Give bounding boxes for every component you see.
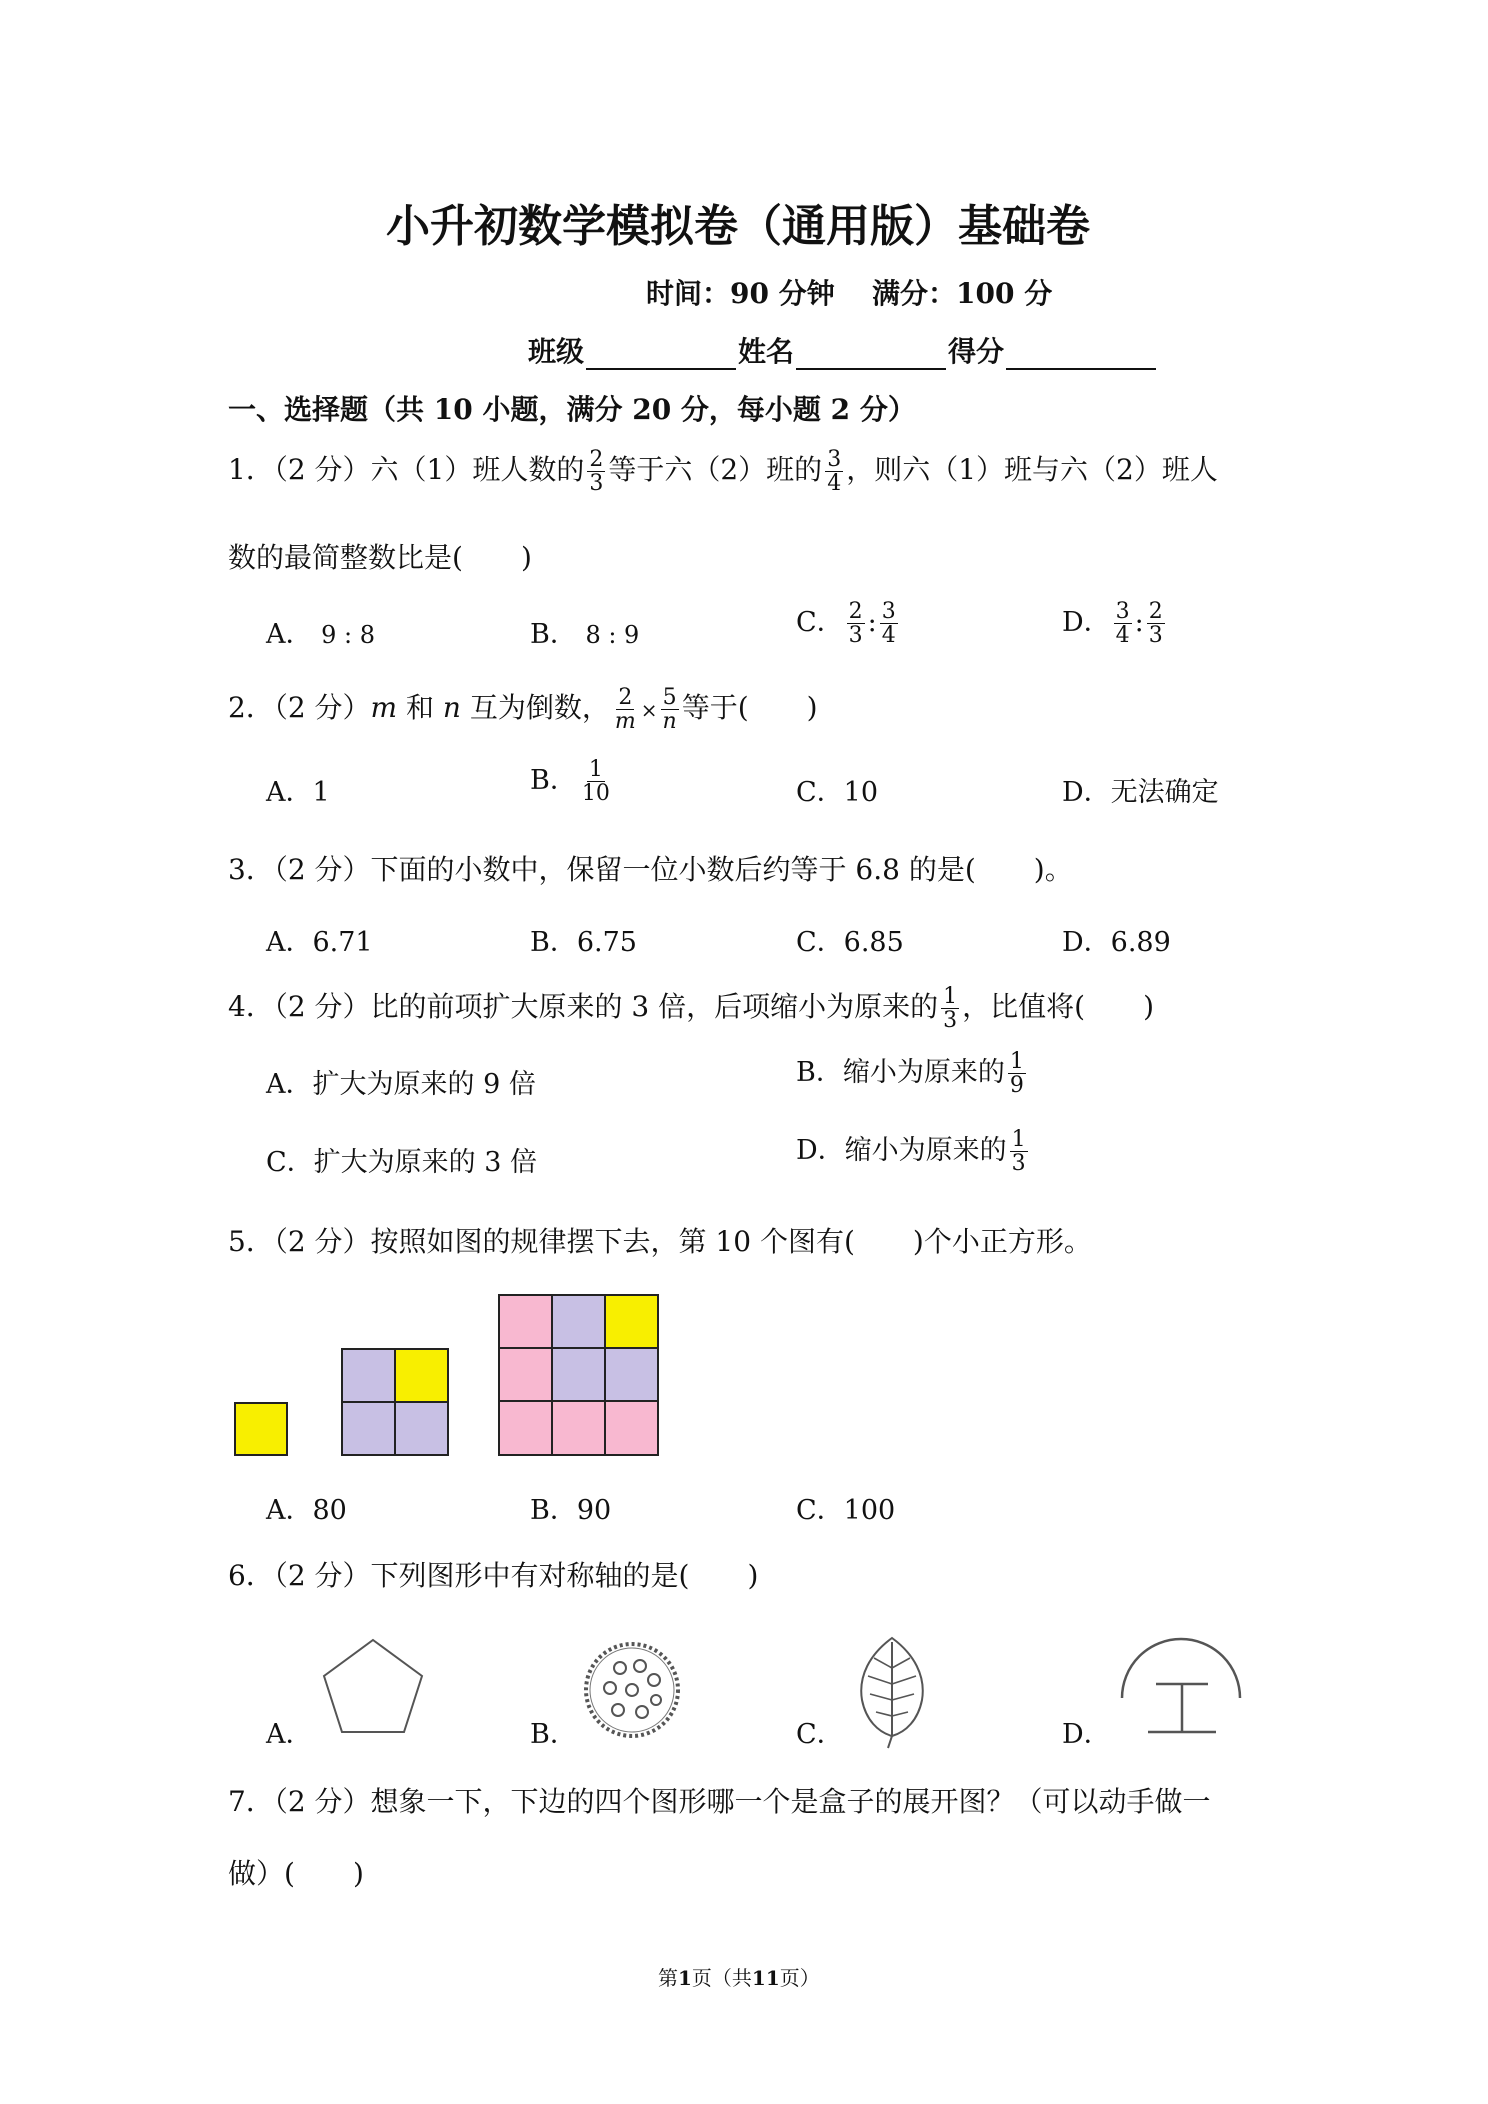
q2-option-b[interactable]: B． $\frac{1}{10}$ (530, 757, 610, 807)
q6-option-d[interactable]: D． (1062, 1719, 1111, 1750)
pattern-square-yellow (234, 1402, 288, 1456)
question-1: 1．（2 分）六（1）班人数的 $\frac{2}{3}$ 等于六（2）班的 $\frac{3}{4}$ ，则六（1）班与六（2）班人 (228, 447, 1218, 497)
pattern-square-pink (604, 1400, 659, 1456)
q2-option-a[interactable]: A．1 (266, 777, 330, 808)
q3-option-d[interactable]: D．6.89 (1062, 927, 1171, 958)
question-7-line2: 做）( ) (228, 1857, 364, 1890)
pattern-square-purple (551, 1347, 606, 1402)
pattern-square-pink (551, 1400, 606, 1456)
dotted-circle-figure (580, 1638, 684, 1742)
q5-option-c[interactable]: C．100 (796, 1495, 896, 1526)
pattern-square-yellow (604, 1294, 659, 1349)
q6-option-c[interactable]: C． (796, 1719, 844, 1750)
name-blank[interactable] (796, 340, 946, 370)
pattern-square-purple (604, 1347, 659, 1402)
q1-option-b[interactable]: B． 8 : 9 (530, 619, 640, 650)
q4-option-b[interactable]: B．缩小为原来的 $\frac{1}{9}$ (796, 1049, 1024, 1099)
q3-option-b[interactable]: B．6.75 (530, 927, 637, 958)
pentagon-figure (318, 1636, 428, 1736)
pattern-square-purple (394, 1401, 449, 1456)
q4-option-c[interactable]: C．扩大为原来的 3 倍 (266, 1147, 538, 1178)
q2-option-c[interactable]: C．10 (796, 777, 879, 808)
pattern-square-pink (498, 1294, 553, 1349)
fraction: $\frac{3}{4}$ (827, 447, 842, 497)
q1-option-d[interactable]: D． $\frac{3}{4}$ : $\frac{2}{3}$ (1062, 599, 1163, 649)
pattern-square-yellow (394, 1348, 449, 1403)
name-label: 姓名 (738, 335, 795, 368)
q6-option-b[interactable]: B． (530, 1719, 577, 1750)
pattern-square-purple (551, 1294, 606, 1349)
question-2: 2．（2 分）m 和 n 互为倒数， $\frac{2}{m}$ × $\frac{5}{n}$ 等于( ) (228, 685, 818, 735)
question-7: 7．（2 分）想象一下，下边的四个图形哪一个是盒子的展开图？（可以动手做一 (228, 1785, 1211, 1818)
class-blank[interactable] (586, 340, 736, 370)
question-1-line2: 数的最简整数比是( ) (228, 541, 532, 574)
student-fields (528, 330, 1158, 370)
pattern-square-purple (341, 1348, 396, 1403)
score-label: 得分 (948, 335, 1005, 368)
q3-option-a[interactable]: A．6.71 (266, 927, 373, 958)
question-3: 3．（2 分）下面的小数中，保留一位小数后约等于 6.8 的是( )。 (228, 853, 1073, 886)
exam-full-score: 满分：100 分 (872, 277, 1053, 310)
exam-time: 时间：90 分钟 (646, 277, 835, 310)
page-number: 1 (678, 1966, 692, 1990)
q6-option-a[interactable]: A． (266, 1719, 313, 1750)
page-title: 小升初数学模拟卷（通用版）基础卷 (386, 201, 1090, 252)
q3-option-c[interactable]: C．6.85 (796, 927, 904, 958)
question-4: 4．（2 分）比的前项扩大原来的 3 倍，后项缩小为原来的 $\frac{1}{3}$ ，比值将( ) (228, 984, 1155, 1034)
leaf-figure (852, 1632, 932, 1750)
page-footer: 第1页（共11页） (658, 1966, 820, 1990)
pattern-square-pink (498, 1400, 553, 1456)
q5-option-a[interactable]: A．80 (266, 1495, 347, 1526)
q4-option-a[interactable]: A．扩大为原来的 9 倍 (266, 1069, 536, 1100)
question-5: 5．（2 分）按照如图的规律摆下去，第 10 个图有( )个小正方形。 (228, 1225, 1092, 1258)
page-total: 11 (751, 1966, 780, 1990)
class-label: 班级 (528, 335, 585, 368)
q4-option-d[interactable]: D．缩小为原来的 $\frac{1}{3}$ (796, 1127, 1026, 1177)
section-heading: 一、选择题（共 10 小题，满分 20 分，每小题 2 分） (228, 393, 916, 426)
q5-option-b[interactable]: B．90 (530, 1495, 612, 1526)
question-6: 6．（2 分）下列图形中有对称轴的是( ) (228, 1559, 759, 1592)
fraction: $\frac{2}{3}$ (589, 447, 604, 497)
q1-option-a[interactable]: A． 9 : 8 (266, 619, 375, 650)
arch-figure (1116, 1636, 1246, 1736)
q1-option-c[interactable]: C． $\frac{2}{3}$ : $\frac{3}{4}$ (796, 599, 896, 649)
pattern-square-pink (498, 1347, 553, 1402)
pattern-square-purple (341, 1401, 396, 1456)
q2-option-d[interactable]: D．无法确定 (1062, 777, 1219, 808)
score-blank[interactable] (1006, 340, 1156, 370)
